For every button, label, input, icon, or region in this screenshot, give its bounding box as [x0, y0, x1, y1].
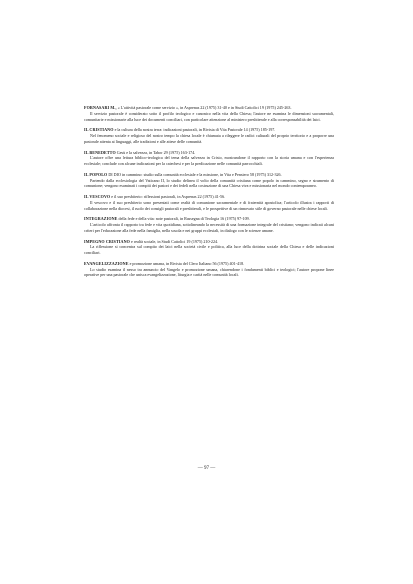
entry-reference: DI DIO in cammino: studio sulla comunità ecclesiale e la missione, in Vita e Pensiero 58 (1975) 312-326. — [108, 171, 282, 177]
bibliography-entry — [84, 150, 334, 167]
bibliography-entry — [84, 127, 334, 144]
document-page — [84, 105, 334, 283]
entry-reference: e realtà sociale, in Studi Cattolici 19 (1975) 210-224. — [130, 238, 219, 244]
entry-reference: Gesù e la salvezza, in Tabor 29 (1975) 163-174. — [116, 149, 196, 155]
entry-author: IL BENEDETTO — [84, 149, 116, 155]
entry-abstract: Il vescovo e il suo presbiterio sono presentati come realtà di comunione sacramentale e di fraternità apostolica; l'articolo illustra i rapporti di collaborazione nella diocesi, il ruolo dei consigli pastorali e presbiterali, e le prospettive di un rinnovato stile di governo pastorale nelle chiese locali. — [84, 199, 334, 211]
entry-abstract: Nel fenomeno sociale e religioso del nostro tempo la chiesa locale è chiamata a rileggere le radici culturali del proprio territorio e a proporre una pastorale attenta ai linguaggi, alle tradizioni e alle attese delle comunità. — [84, 133, 334, 144]
entry-abstract: L'autore offre una lettura biblico-teologica del tema della salvezza in Cristo, mostrandone il rapporto con la storia umana e con l'esperienza ecclesiale; conclude con alcune indicazioni per la catechesi e per la predicazione nelle comunità parrocchiali. — [84, 155, 334, 166]
entry-author: EVANGELIZZAZIONE — [84, 260, 129, 266]
entry-abstract: L'articolo affronta il rapporto tra fede e vita quotidiana, sottolineando la necessità di una formazione integrale del cristiano; vengono indicati alcuni criteri per l'educazione alla fede nella famiglia, nella scuola e nei gruppi ecclesiali, in dialogo con le scienze umane. — [84, 222, 334, 233]
bibliography-entry — [84, 216, 334, 233]
bibliography-entry — [84, 261, 334, 278]
entry-abstract: Lo studio esamina il nesso tra annuncio del Vangelo e promozione umana, chiarendone i fondamenti biblici e teologici; l'autore propone linee operative per una pastorale che unisca evangelizzazione, liturgia e carità nelle comunità locali. — [84, 266, 334, 278]
entry-abstract: La riflessione si concentra sul compito dei laici nella società civile e politica, alla luce della dottrina sociale della Chiesa e delle indicazioni conciliari. — [84, 244, 334, 255]
entry-reference: della fede e della vita: note pastorali, in Rassegna di Teologia 16 (1975) 97-109. — [118, 216, 250, 222]
entry-reference: e il suo presbiterio: riflessioni pastorali, in Asprenas 22 (1975) 41-56. — [111, 194, 226, 199]
entry-author: INTEGRAZIONE — [84, 216, 118, 222]
entry-author: IMPEGNO CRISTIANO — [84, 238, 130, 244]
entry-reference: « L'attività pastorale come servizio », in Asprenas 22 (1975) 31-40 e in Studi Cattolici 19 (1975) 245-263. — [117, 105, 292, 110]
bibliography-entry — [84, 239, 334, 256]
entry-author: IL VESCOVO — [84, 194, 111, 199]
page-number: — 97 — — [197, 466, 216, 471]
entry-author: IL POPOLO — [84, 171, 108, 177]
bibliography-entry — [84, 172, 334, 189]
entry-abstract: Il servizio pastorale è considerato sotto il profilo teologico e canonico nella vita della Chiesa; l'autore ne esamina le dimensioni sacramentali, comunitarie e missionarie alla luce dei documenti conciliari, con particolare attenzione al ministero presbiterale e alla corresponsabilità dei laici. — [84, 110, 334, 122]
entry-reference: e la cultura della nostra terra: indicazioni pastorali, in Rivista di Vita Pastorale 14 (1975) 185-197. — [114, 127, 276, 133]
entry-author: FORNASARI M., — [84, 105, 117, 110]
bibliography-entry — [84, 194, 334, 211]
entry-reference: e promozione umana, in Rivista del Clero Italiano 56 (1975) 401-418. — [129, 260, 245, 266]
entry-abstract: Partendo dalla ecclesiologia del Vaticano II, lo studio delinea il volto della comunità cristiana come popolo in cammino, segno e strumento di comunione; vengono esaminati i compiti dei pastori e dei fedeli nella costruzione di una Chiesa viva e missionaria nel mondo contemporaneo. — [84, 177, 334, 189]
entry-author: IL CRISTIANO — [84, 127, 114, 133]
bibliography-entry — [84, 105, 334, 122]
